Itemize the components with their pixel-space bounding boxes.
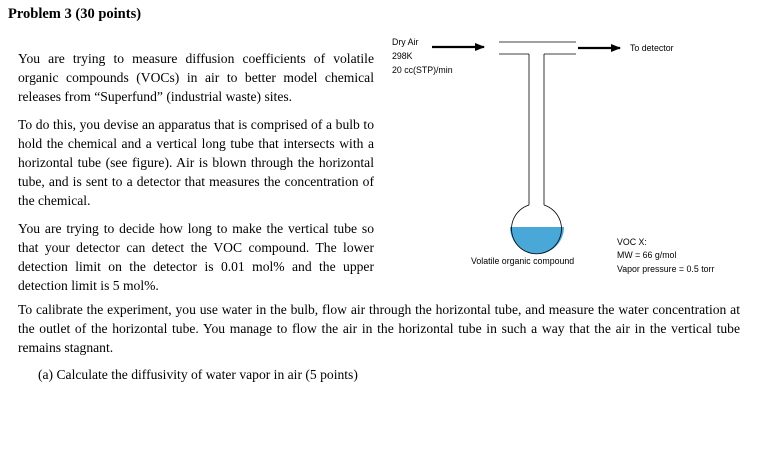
voc-label-name: VOC X:	[617, 237, 647, 247]
outlet-label: To detector	[630, 43, 674, 53]
paragraph-apparatus: To do this, you devise an apparatus that is comprised of a bulb to hold the chemical and a vertical long tube that intersects with a horizontal tube (see figure). Air is blown through the horizontal tube, and is sent to a detector that measures the concentration of the chemical.	[18, 117, 374, 208]
inlet-label-air: Dry Air	[392, 37, 419, 47]
horizontal-tube	[499, 42, 576, 54]
paragraph-detection-limits: You are trying to decide how long to make the vertical tube so that your detector can detect the VOC compound. The lower detection limit on the detector is 0.01 mol% and the upper detection limit is 5 mol%.	[18, 221, 374, 293]
paragraph-calibration: To calibrate the experiment, you use water in the bulb, flow air through the horizontal tube, and measure the water concentration at the outlet of the horizontal tube. You manage to flow the air in the horizontal tube in such a way that the air in the vertical tube remains stagnant.	[18, 302, 740, 355]
bulb-liquid	[510, 227, 564, 254]
paragraph-intro: You are trying to measure diffusion coefficients of volatile organic compounds (VOCs) in air to better model chemical releases from “Superfund” (industrial waste) sites.	[18, 51, 374, 104]
question-part-a: (a) Calculate the diffusivity of water vapor in air (5 points)	[38, 367, 358, 382]
bulb-label: Volatile organic compound	[471, 256, 575, 266]
inlet-label-temperature: 298K	[392, 51, 413, 61]
problem-title: Problem 3 (30 points)	[8, 6, 142, 22]
bulb	[510, 205, 564, 254]
voc-label-mw: MW = 66 g/mol	[617, 250, 677, 260]
voc-label-vapor-pressure: Vapor pressure = 0.5 torr	[617, 264, 715, 274]
vertical-tube	[529, 54, 544, 205]
inlet-label-flowrate: 20 cc(STP)/min	[392, 65, 453, 75]
